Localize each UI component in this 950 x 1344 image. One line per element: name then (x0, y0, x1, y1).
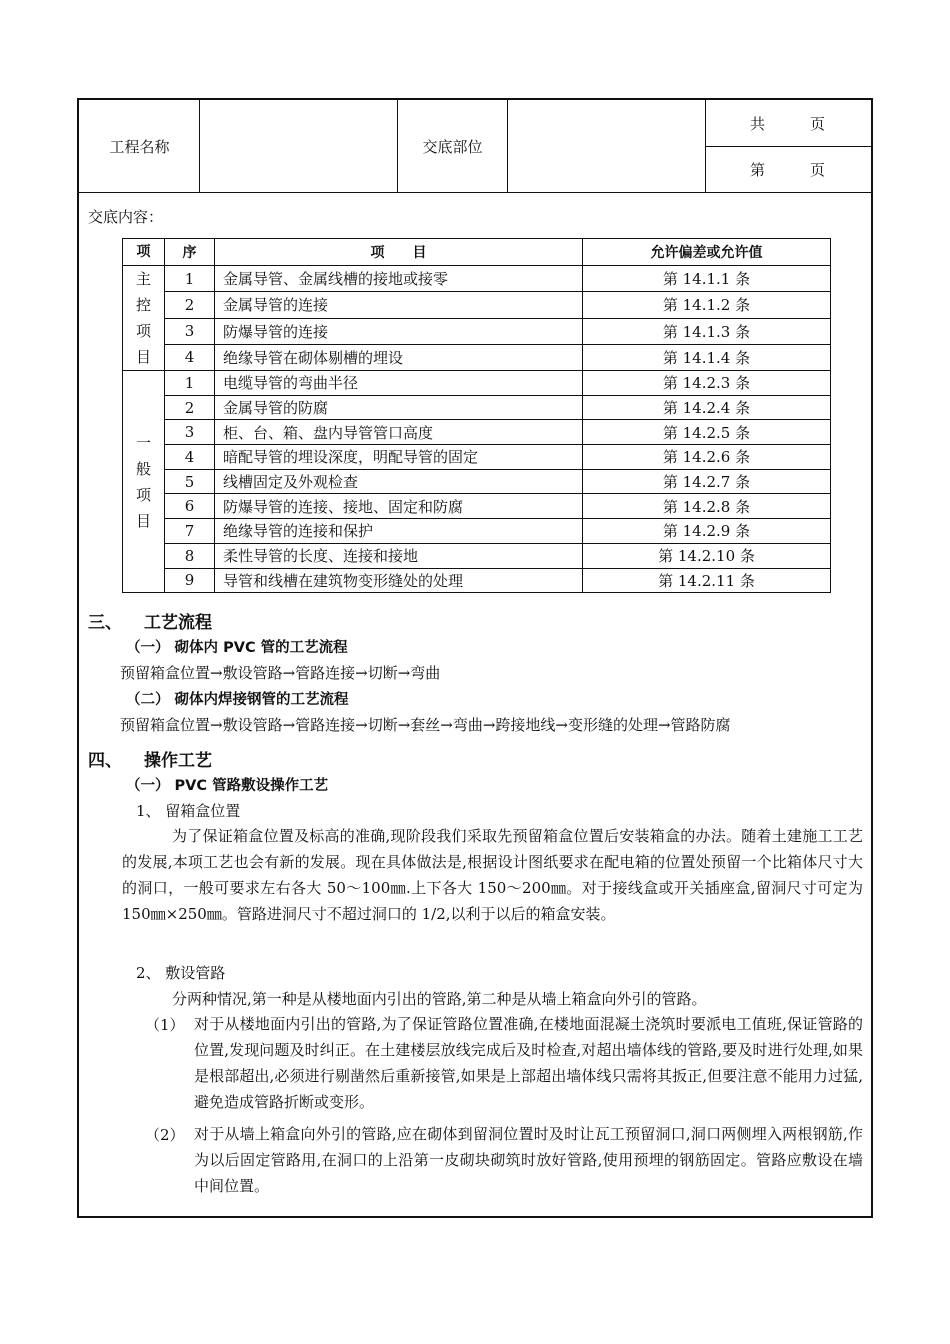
project-name-value (200, 100, 397, 192)
col-header-item: 项 目 (215, 239, 583, 266)
table-row: 8 柔性导管的长度、连接和接地 第 14.2.10 条 (123, 543, 831, 568)
section3-sub1-title: （一） 砌体内 PVC 管的工艺流程 (126, 640, 348, 656)
disclosure-part-value (508, 100, 705, 192)
table-row: 4 暗配导管的埋设深度，明配导管的固定 第 14.2.6 条 (123, 445, 831, 470)
section3-number: 三、 (88, 613, 122, 633)
page-number: 第 页 (750, 160, 825, 179)
step1-title: 1、 留箱盒位置 (136, 802, 241, 820)
table-row: 主 控 项 目 1 金属导管、金属线槽的接地或接零 第 14.1.1 条 (123, 266, 831, 292)
table-row: 6 防爆导管的连接、接地、固定和防腐 第 14.2.8 条 (123, 494, 831, 519)
project-name-label: 工程名称 (109, 137, 170, 156)
standards-table (122, 238, 831, 593)
item1-number: （1） (145, 1016, 185, 1034)
step2-intro: 分两种情况,第一种是从楼地面内引出的管路,第二种是从墙上箱盒向外引的管路。 (172, 990, 707, 1008)
step1-text: 为了保证箱盒位置及标高的准确,现阶段我们采取先预留箱盒位置后安装箱盒的办法。随着土建施工工艺的发展,本项工艺也会有新的发展。现在具体做法是,根据设计图纸要求在配电箱的位置处预留一个比箱体尺寸大的洞口，一般可要求左右各大 50～100㎜.上下各大 150～200㎜。对于接线盒或开关插座盒,留洞尺寸可定为 150㎜×250㎜。管路进洞尺寸不超过洞口的 1/2,以利于以后的箱盒安装。 (122, 827, 863, 923)
table-row: 3 柜、台、箱、盘内导管管口高度 第 14.2.5 条 (123, 420, 831, 445)
table-header-row (123, 239, 831, 266)
table-row: 3 防爆导管的连接 第 14.1.3 条 (123, 318, 831, 344)
table-row: 4 绝缘导管在砌体剔槽的埋设 第 14.1.4 条 (123, 344, 831, 370)
section3-sub2-flow: 预留箱盒位置→敷设管路→管路连接→切断→套丝→弯曲→跨接地线→变形缝的处理→管路防腐 (120, 716, 731, 734)
header-table (79, 100, 871, 193)
total-pages: 共 页 (750, 114, 825, 133)
item2-number: （2） (145, 1126, 185, 1144)
section4-number: 四、 (88, 751, 122, 771)
item2-text: 对于从墙上箱盒向外引的管路,应在砌体到留洞位置时及时让瓦工预留洞口,洞口两侧埋入两根钢筋,作为以后固定管路用,在洞口的上沿第一皮砌块砌筑时放好管路,使用预埋的钢筋固定。管路应敷设在墙中间位置。 (194, 1125, 863, 1195)
section4-title: 操作工艺 (144, 751, 212, 771)
table-row: 7 绝缘导管的连接和保护 第 14.2.9 条 (123, 519, 831, 544)
table-row: 2 金属导管的防腐 第 14.2.4 条 (123, 395, 831, 420)
general-category-cell: 一 般 项 目 (123, 371, 165, 593)
section3-sub1-flow: 预留箱盒位置→敷设管路→管路连接→切断→弯曲 (120, 664, 441, 682)
section3-title: 工艺流程 (144, 613, 212, 633)
content-label: 交底内容： (88, 208, 164, 226)
step2-title: 2、 敷设管路 (136, 964, 226, 982)
section4-sub1-title: （一） PVC 管路敷设操作工艺 (126, 778, 329, 794)
main-category-cell: 主 控 项 目 (123, 266, 165, 371)
disclosure-part-label: 交底部位 (422, 137, 483, 156)
col-header-category: 项 (123, 239, 165, 266)
col-header-no: 序 (165, 239, 215, 266)
table-row: 一 般 项 目 1 电缆导管的弯曲半径 第 14.2.3 条 (123, 371, 831, 396)
table-row: 2 金属导管的连接 第 14.1.2 条 (123, 292, 831, 318)
col-header-value: 允许偏差或允许值 (583, 239, 831, 266)
item1-text: 对于从楼地面内引出的管路,为了保证管路位置准确,在楼地面混凝土浇筑时要派电工值班,保证管路的位置,发现问题及时纠正。在土建楼层放线完成后及时检查,对超出墙体线的管路,要及时进行处理,如果是根部超出,必须进行剔凿然后重新接管,如果是上部超出墙体线只需将其扳正,但要注意不能用力过猛,避免造成管路折断或变形。 (194, 1015, 863, 1111)
table-row: 5 线槽固定及外观检查 第 14.2.7 条 (123, 469, 831, 494)
section3-sub2-title: （二） 砌体内焊接钢管的工艺流程 (126, 692, 349, 708)
table-row: 9 导管和线槽在建筑物变形缝处的处理 第 14.2.11 条 (123, 568, 831, 593)
